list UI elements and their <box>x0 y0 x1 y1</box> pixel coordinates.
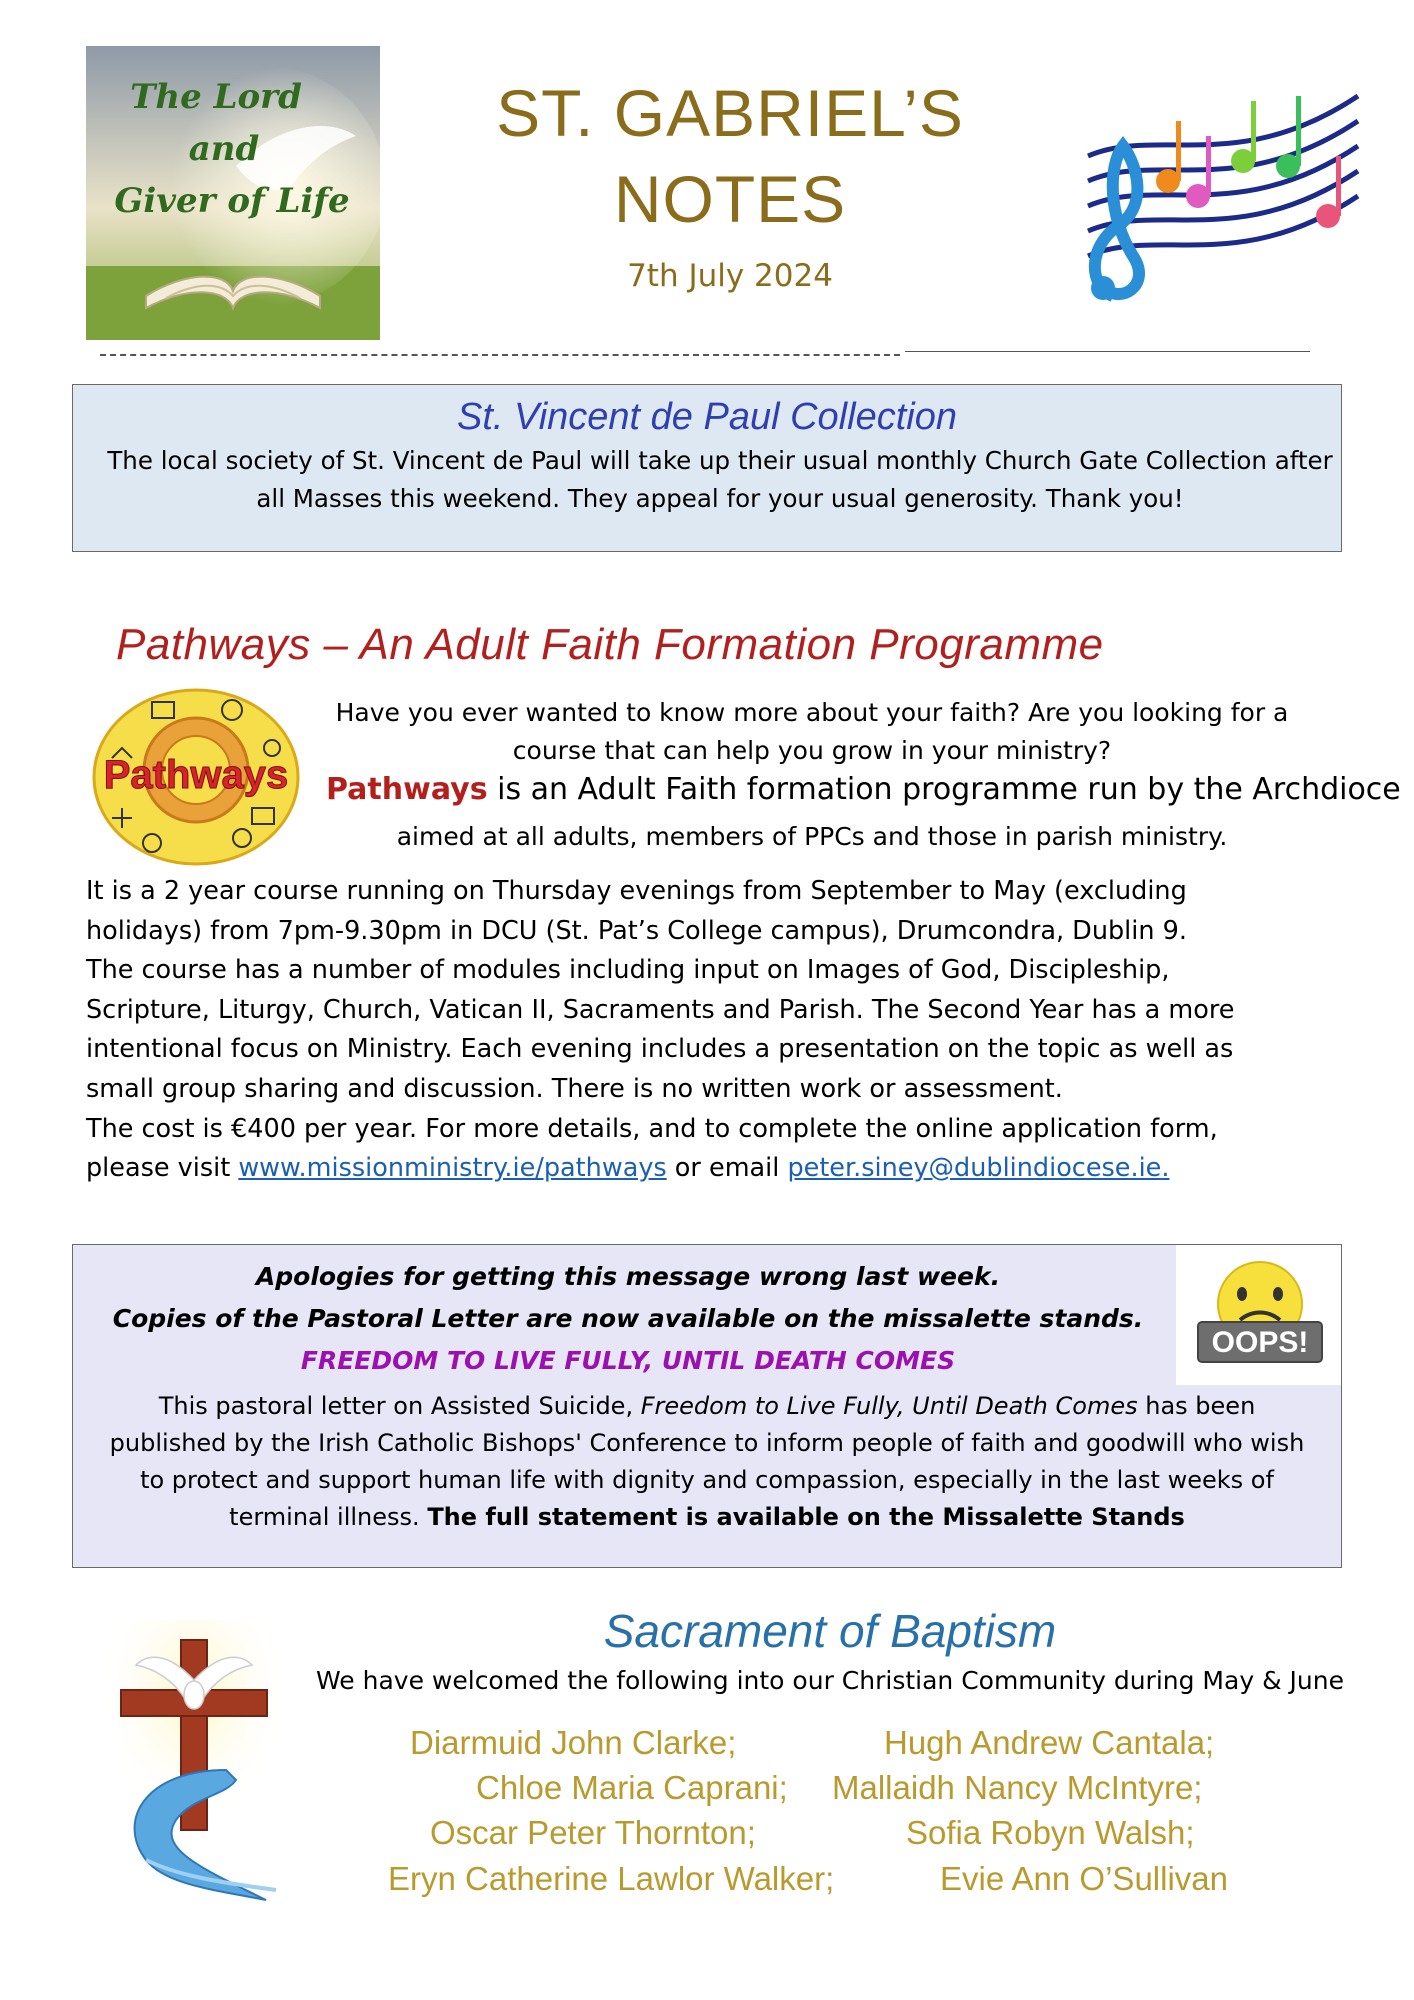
pastoral-letter-title: FREEDOM TO LIVE FULLY, UNTIL DEATH COMES <box>300 1346 956 1375</box>
baptism-name: Diarmuid John Clarke; <box>410 1724 737 1761</box>
pathways-body <box>86 872 1346 1189</box>
body1-pre: This pastoral letter on Assisted Suicide, <box>158 1392 641 1420</box>
body4-pre: terminal illness. <box>229 1503 428 1531</box>
pathways-body-line: small group sharing and discussion. There is no written work or assessment. <box>86 1073 1063 1104</box>
pathways-logo <box>92 688 300 866</box>
pathways-body-line: Scripture, Liturgy, Church, Vatican II, Sacraments and Parish. The Second Year has a more <box>86 994 1235 1025</box>
pathways-audience: aimed at all adults, members of PPCs and those in parish ministry. <box>396 822 1228 851</box>
baptism-name: Sofia Robyn Walsh; <box>906 1814 1195 1851</box>
email-link-text: peter.siney@dublindiocese.ie <box>787 1153 1162 1184</box>
baptism-name: Oscar Peter Thornton; <box>430 1814 756 1851</box>
pastoral-body-line2: published by the Irish Catholic Bishops' Conference to inform people of faith and goodwill who wish <box>109 1429 1305 1457</box>
page-title-line2: NOTES <box>613 162 847 236</box>
pathways-body-line: intentional focus on Ministry. Each evening includes a presentation on the topic as well as <box>86 1034 1234 1065</box>
pathways-intro-line2: course that can help you grow in your ministry? <box>512 736 1112 765</box>
page-title-line1: ST. GABRIEL’S <box>496 76 964 150</box>
issue-date: 7th July 2024 <box>627 258 833 294</box>
pathways-body-line: The course has a number of modules including input on Images of God, Discipleship, <box>86 955 1170 986</box>
page-title <box>420 70 1040 242</box>
pathways-title: Pathways – An Adult Faith Formation Programme <box>116 620 1104 669</box>
baptism-name: Chloe Maria Caprani; <box>476 1769 788 1806</box>
left-image-line3: Giver of Life <box>114 181 350 221</box>
baptism-name: Hugh Andrew Cantala; <box>884 1724 1215 1761</box>
baptism-title: Sacrament of Baptism <box>603 1605 1057 1657</box>
pathways-logo-text: Pathways <box>103 753 289 797</box>
pathways-intro <box>312 694 1312 770</box>
pathways-tagline <box>326 772 1401 807</box>
pastoral-body-line4 <box>86 1499 1328 1536</box>
pastoral-body-line3: to protect and support human life with dignity and compassion, especially in the last weeks of <box>140 1466 1274 1494</box>
vincent-de-paul-body <box>100 442 1340 518</box>
pathways-body-line: holidays) from 7pm-9.30pm in DCU (St. Pat’s College campus), Drumcondra, Dublin 9. <box>86 915 1187 946</box>
header-divider-solid <box>905 351 1310 352</box>
pastoral-apology <box>80 1256 1176 1382</box>
contact-prefix: please visit <box>86 1153 239 1184</box>
email-link[interactable] <box>787 1153 1169 1183</box>
vincent-body-line2: all Masses this weekend. They appeal for your usual generosity. Thank you! <box>256 484 1184 513</box>
pastoral-body-line1 <box>86 1388 1328 1425</box>
missionministry-link[interactable]: www.missionministry.ie/pathways <box>238 1153 667 1184</box>
baptism-intro: We have welcomed the following into our Christian Community during May & June <box>316 1666 1344 1695</box>
lord-giver-of-life-image <box>86 46 380 340</box>
baptism-name: Evie Ann O’Sullivan <box>940 1860 1228 1897</box>
pathways-intro-line1: Have you ever wanted to know more about your faith? Are you looking for a <box>335 698 1289 727</box>
body1-italic: Freedom to Live Fully, Until Death Comes <box>640 1392 1138 1420</box>
baptism-name: Mallaidh Nancy McIntyre; <box>832 1769 1203 1806</box>
left-image-line1: The Lord <box>130 77 302 117</box>
body4-bold: The full statement is available on the Missalette Stands <box>427 1503 1185 1531</box>
music-staff-icon <box>1058 66 1368 326</box>
pathways-tagline-rest: is an Adult Faith formation programme run by the Archdioce <box>487 772 1401 807</box>
left-image-line2: and <box>188 129 260 169</box>
vincent-de-paul-title: St. Vincent de Paul Collection <box>457 396 957 438</box>
baptism-name: Eryn Catherine Lawlor Walker; <box>388 1860 835 1897</box>
pathways-tagline-bold: Pathways <box>326 772 488 807</box>
pathways-body-line: It is a 2 year course running on Thursday evenings from September to May (excluding <box>86 876 1187 906</box>
email-link-period: . <box>1161 1153 1170 1184</box>
pastoral-letter-body <box>86 1388 1328 1536</box>
pathways-contact-line <box>86 1149 1346 1189</box>
baptism-cross-dove-image <box>86 1620 300 1910</box>
body1-post: has been <box>1137 1392 1256 1420</box>
apology-line1: Apologies for getting this message wrong last week. <box>255 1262 1001 1291</box>
pathways-body-line: The cost is €400 per year. For more details, and to complete the online application form, <box>86 1113 1218 1144</box>
oops-emoji-icon <box>1190 1260 1330 1370</box>
oops-text: OOPS! <box>1211 1326 1309 1359</box>
contact-mid: or email <box>666 1153 788 1184</box>
header-divider-dashed <box>100 354 900 356</box>
apology-line2: Copies of the Pastoral Letter are now available on the missalette stands. <box>112 1304 1144 1333</box>
vincent-body-line1: The local society of St. Vincent de Paul will take up their usual monthly Church Gate Collection after <box>107 446 1333 475</box>
